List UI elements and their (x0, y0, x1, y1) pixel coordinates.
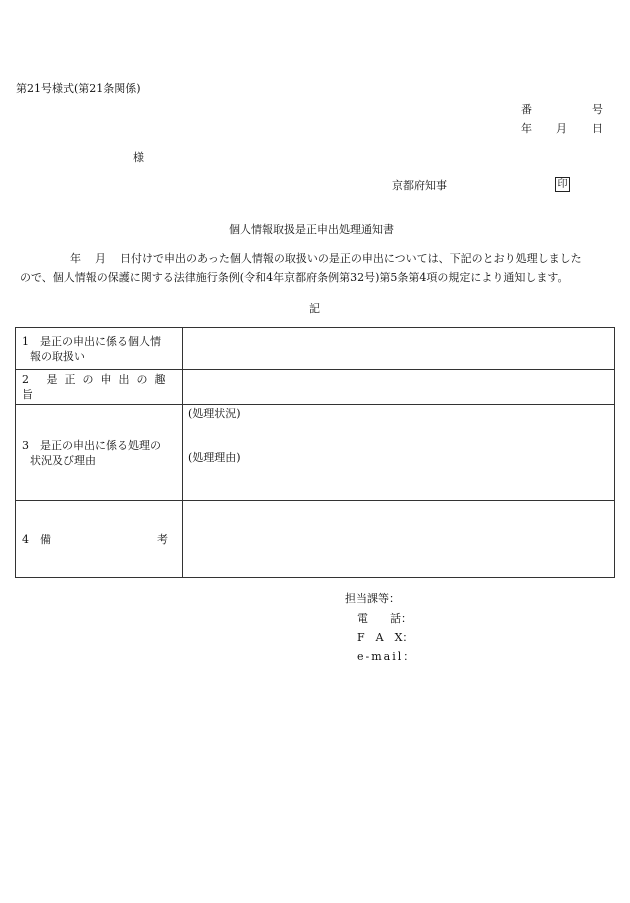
date-month: 月 (556, 122, 567, 135)
form-number: 第21号様式(第21条関係) (16, 82, 141, 95)
addressee-suffix: 様 (133, 151, 144, 164)
row2-value[interactable] (183, 370, 615, 405)
contact-email: e-mail： (357, 650, 417, 663)
body-paragraph (20, 249, 616, 287)
issuer: 京都府知事 (392, 179, 447, 192)
row1-value[interactable] (183, 328, 615, 370)
ki-heading: 記 (309, 302, 320, 315)
doc-number-go: 号 (592, 103, 603, 116)
body-text-1: 日付けで申出のあった個人情報の取扱いの是正の申出については、下記のとおり処理しました (120, 252, 582, 265)
body-date-month: 月 (95, 252, 106, 265)
row3-label: 3 是正の申出に係る処理の 状況及び理由 (16, 405, 183, 501)
row4-value[interactable] (183, 501, 615, 578)
body-date-year: 年 (70, 252, 81, 265)
body-line-2: ので、個人情報の保護に関する法律施行条例(令和4年京都府条例第32号)第5条第4項の規定により通知します。 (20, 271, 569, 284)
body-line-1 (20, 249, 616, 268)
table-row (16, 405, 615, 501)
contact-fax: F A X： (357, 631, 414, 644)
table-row (16, 370, 615, 405)
table-row (16, 501, 615, 578)
form-table (15, 327, 615, 578)
row3-reason: (処理理由) (188, 451, 241, 464)
date-year: 年 (521, 122, 532, 135)
row2-label: 2 是正の申出の趣旨 (16, 370, 183, 405)
contact-tel: 電 話： (357, 612, 412, 625)
table-row (16, 328, 615, 370)
row3-value[interactable] (183, 405, 615, 501)
seal-mark: 印 (555, 177, 570, 192)
contact-dept: 担当課等： (345, 592, 400, 605)
date-day: 日 (592, 122, 603, 135)
row4-label: 4 備 考 (16, 501, 183, 578)
row3-status: (処理状況) (188, 407, 241, 420)
document-title: 個人情報取扱是正申出処理通知書 (229, 223, 394, 236)
row1-label: 1 是正の申出に係る個人情 報の取扱い (16, 328, 183, 370)
doc-number-ban: 番 (521, 103, 532, 116)
